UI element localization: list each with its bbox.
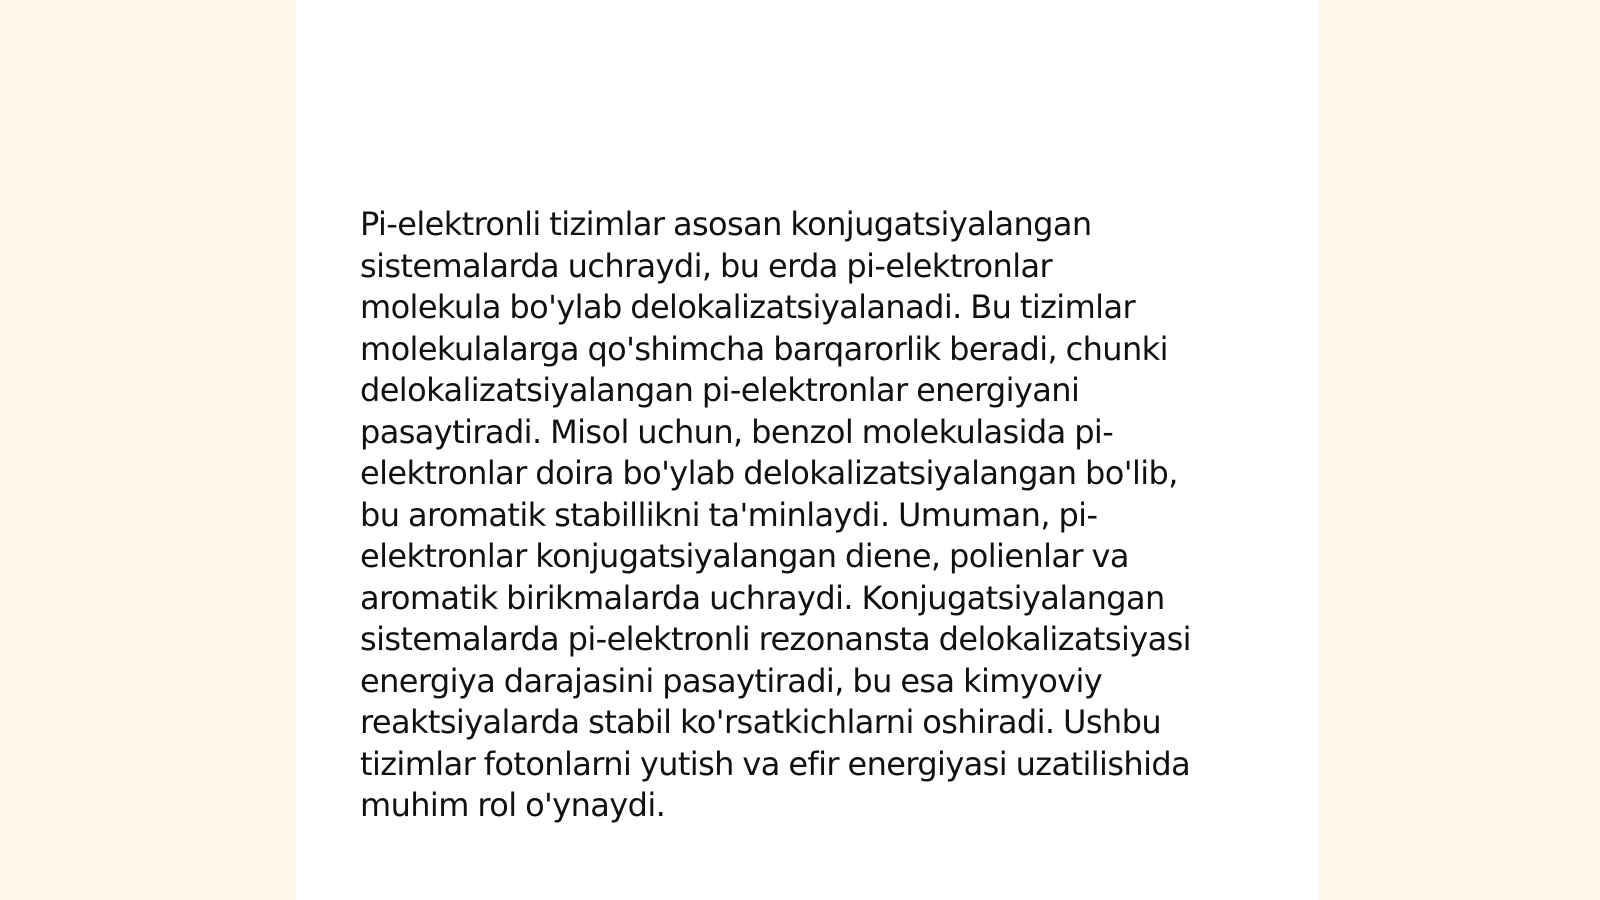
body-paragraph: Pi-elektronli tizimlar asosan konjugatsiyalangan sistemalarda uchraydi, bu erda pi-elektronlar molekula bo'ylab delokalizatsiyalanadi. Bu tizimlar molekulalarga qo'shimcha barqarorlik beradi, chunki delokalizatsiyalangan pi-elektronlar energiyani pasaytiradi. Misol uchun, benzol molekulasida pi- elektronlar doira bo'ylab delokalizatsiyalangan bo'lib, bu aromatik stabillikni ta'minlaydi. Umuman, pi- elektronlar konjugatsiyalangan diene, polienlar va aromatik birikmalarda uchraydi. Konjugatsiyalangan sistemalarda pi-elektronli rezonansta delokalizatsiyasi energiya darajasini pasaytiradi, bu esa kimyoviy reaktsiyalarda stabil ko'rsatkichlarni oshiradi. Ushbu tizimlar fotonlarni yutish va efir energiyasi uzatilishida muhim rol o'ynaydi. — [360, 205, 1191, 824]
right-margin — [1319, 0, 1600, 900]
document-page — [296, 0, 1319, 900]
left-margin — [0, 0, 296, 900]
